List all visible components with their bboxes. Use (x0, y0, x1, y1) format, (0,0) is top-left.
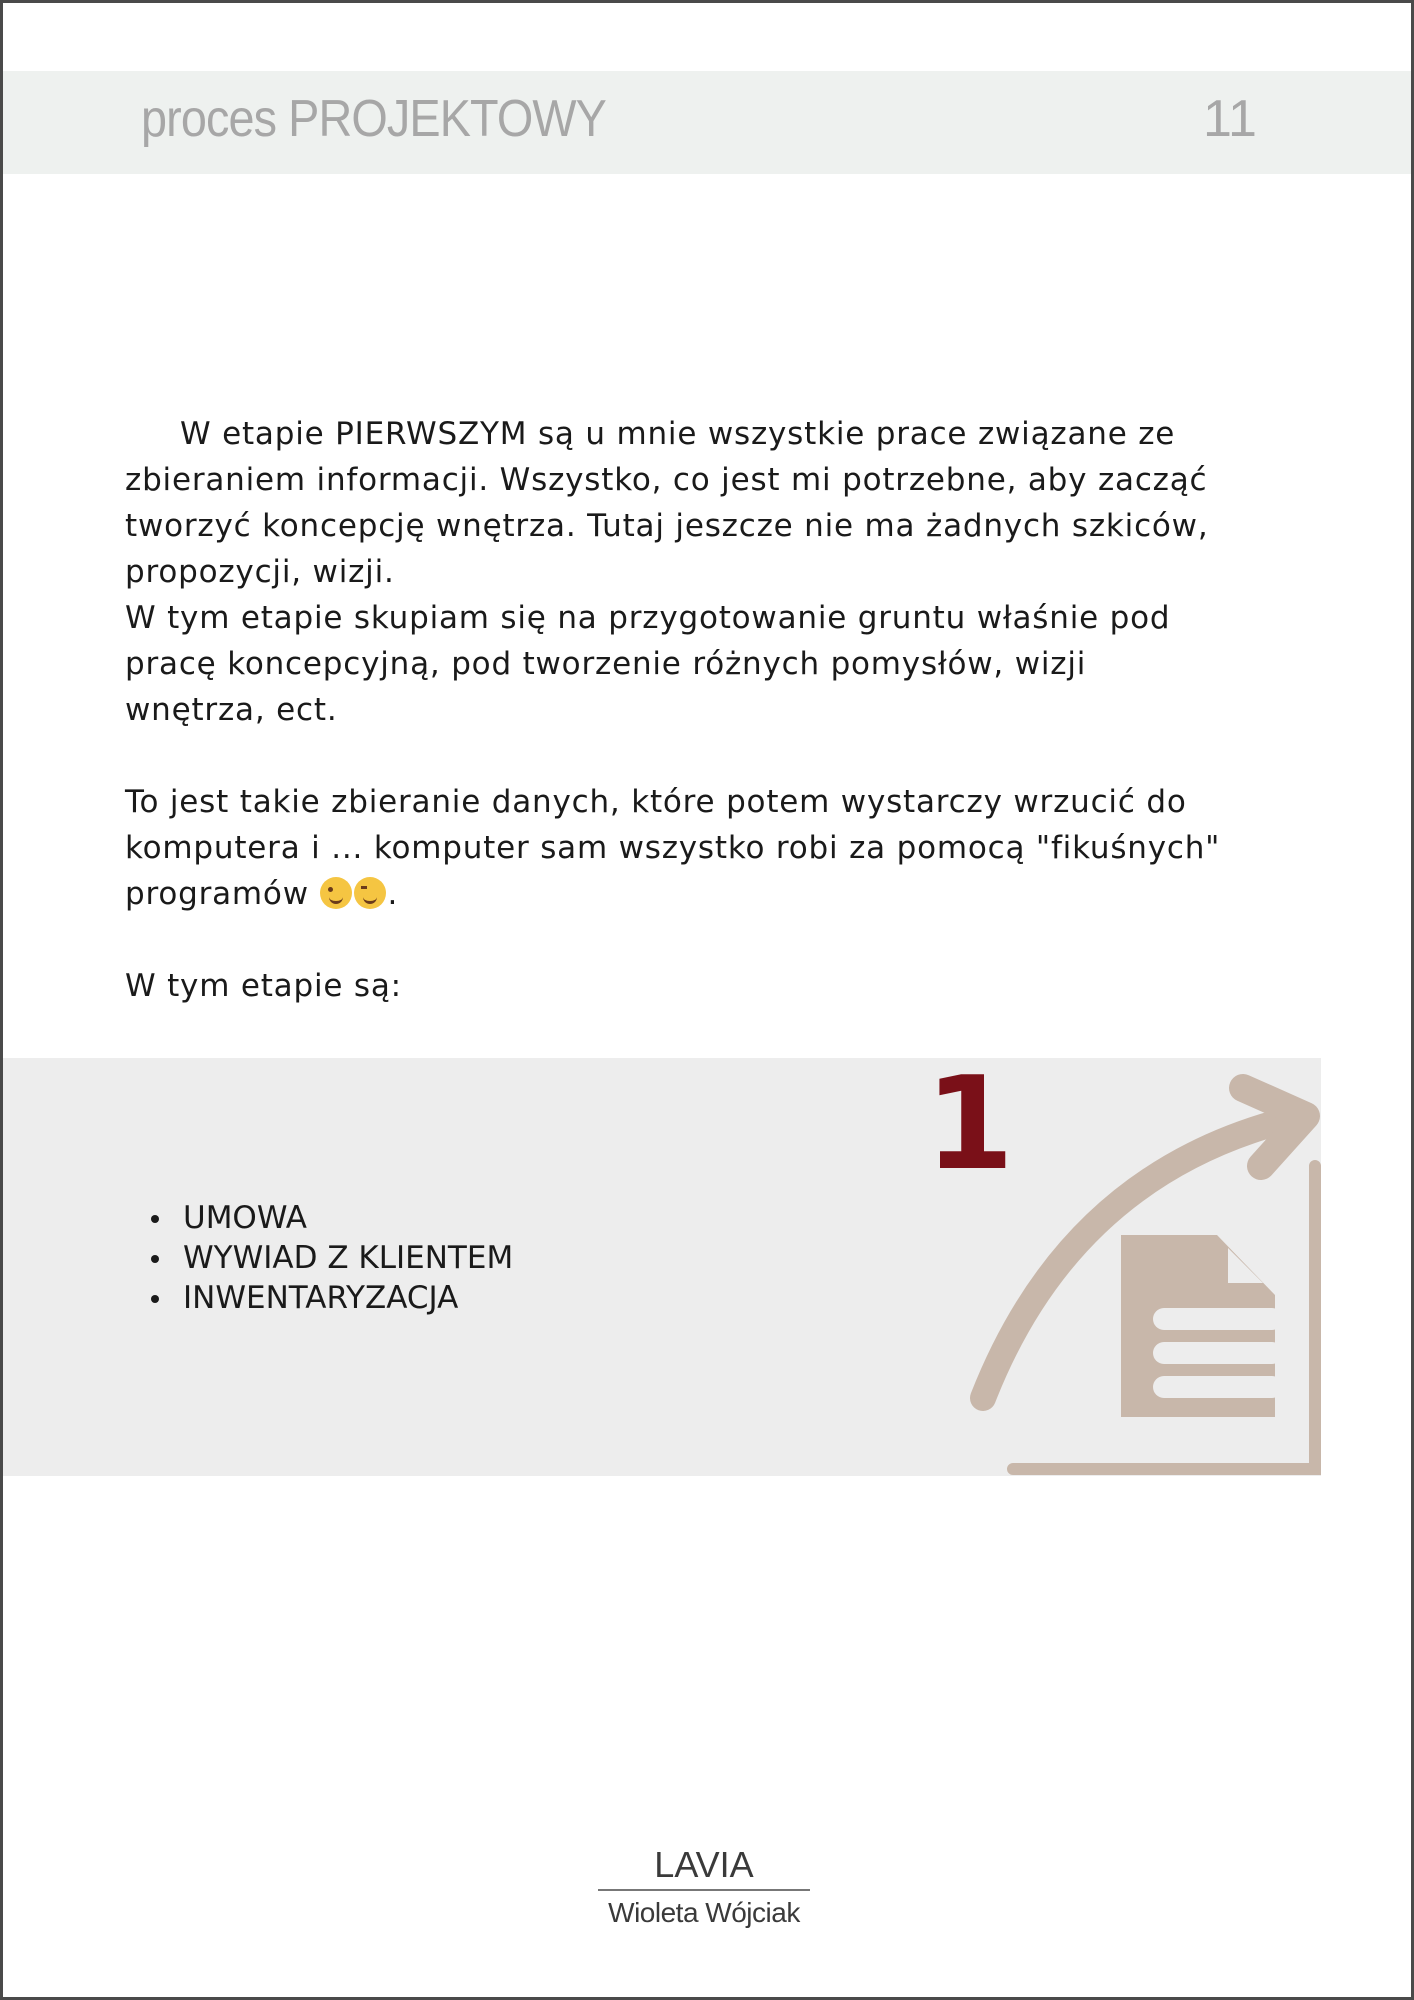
footer-author: Wioleta Wójciak (608, 1897, 800, 1928)
stage-number: 1 (925, 1050, 1015, 1199)
text-line: pracę koncepcyjną, pod tworzenie różnych pomysłów, wizji (125, 646, 1087, 682)
sentence-end: . (387, 876, 399, 912)
page-title: proces PROJEKTOWY (141, 90, 606, 148)
text-line: zbieraniem informacji. Wszystko, co jest mi potrzebne, aby zacząć (125, 462, 1208, 498)
footer-divider (598, 1889, 810, 1891)
footer (598, 1843, 810, 1929)
text-line: To jest takie zbieranie danych, które potem wystarczy wrzucić do (125, 784, 1187, 820)
stage-graphic (3, 3, 1411, 1997)
text-line: programów (125, 876, 309, 912)
text-line: W tym etapie skupiam się na przygotowanie gruntu właśnie pod (125, 600, 1171, 636)
list-intro: W tym etapie są: (125, 968, 402, 1004)
list-item: UMOWA (151, 1198, 513, 1238)
text-line: komputera i ... komputer sam wszystko robi za pomocą "fikuśnych" (125, 830, 1221, 866)
list-item: INWENTARYZACJA (151, 1278, 513, 1318)
list-item: WYWIAD Z KLIENTEM (151, 1238, 513, 1278)
text-line: propozycji, wizji. (125, 554, 395, 590)
footer-brand: LAVIA (654, 1844, 754, 1885)
page-number: 11 (1203, 90, 1257, 148)
text-line: wnętrza, ect. (125, 692, 338, 728)
document-icon (1121, 1235, 1283, 1417)
text-line: tworzyć koncepcję wnętrza. Tutaj jeszcze nie ma żadnych szkiców, (125, 508, 1209, 544)
text-line: W etapie PIERWSZYM są u mnie wszystkie prace związane ze (180, 416, 1176, 452)
